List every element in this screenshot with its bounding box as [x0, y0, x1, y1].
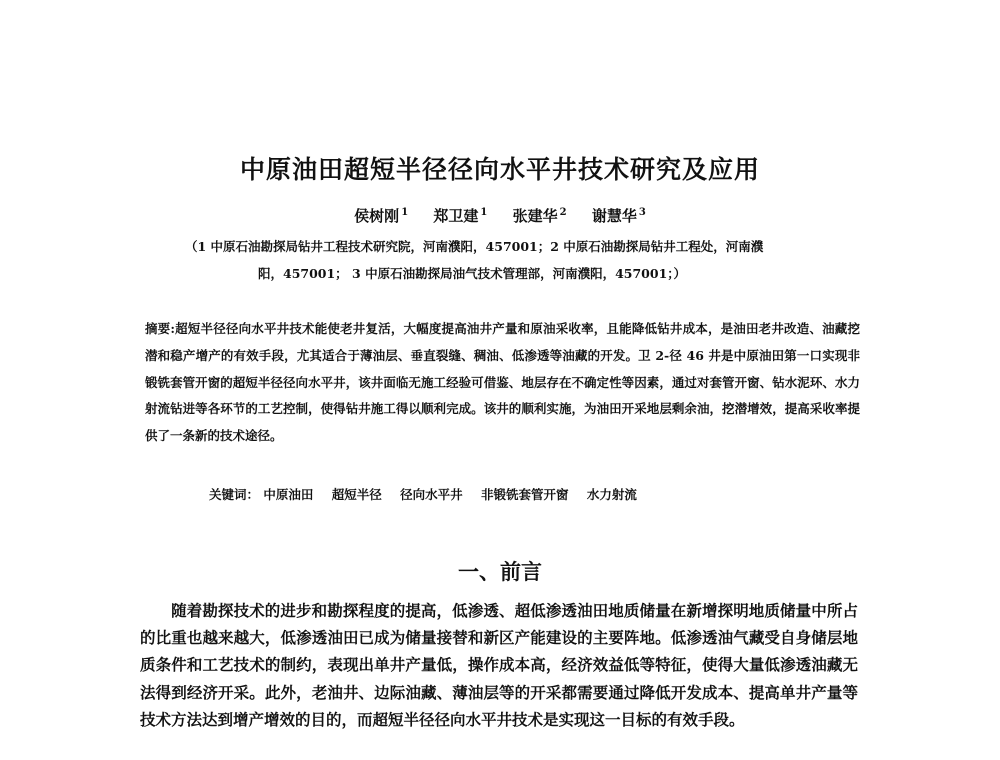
- keyword: 径向水平井: [400, 487, 463, 502]
- author-name: 郑卫建: [433, 207, 479, 225]
- affiliation-line-2: 阳，457001； 3 中原石油勘探局油气技术管理部，河南濮阳，457001；）: [258, 266, 687, 281]
- author: [592, 207, 646, 225]
- author-affiliation-mark: 2: [559, 207, 567, 218]
- affiliation-line-1: （1 中原石油勘探局钻井工程技术研究院，河南濮阳，457001；2 中原石油勘探局钻井工程处，河南濮: [185, 239, 764, 254]
- author-affiliation-mark: 1: [480, 207, 488, 218]
- keyword: 超短半径: [331, 487, 382, 502]
- author-affiliation-mark: 3: [638, 207, 646, 218]
- intro-paragraph: [140, 597, 858, 733]
- author-name: 侯树刚: [354, 207, 400, 225]
- author-name: 谢慧华: [591, 207, 637, 225]
- keywords-label: 关键词：: [209, 487, 260, 502]
- author: [354, 207, 408, 225]
- keywords: [209, 485, 859, 503]
- author: [513, 207, 567, 225]
- keyword: 非锻铣套管开窗: [481, 487, 569, 502]
- intro-text: 随着勘探技术的进步和勘探程度的提高，低渗透、超低渗透油田地质储量在新增探明地质储量中所占的比重也越来越大，低渗透油田已成为储量接替和新区产能建设的主要阵地。低渗透油气藏受自身储层地质条件和工艺技术的制约，表现出单井产量低，操作成本高，经济效益低等特征，使得大量低渗透油藏无法得到经济开采。此外，老油井、边际油藏、薄油层等的开采都需要通过降低开发成本、提高单井产量等技术方法达到增产增效的目的，而超短半径径向水平井技术是实现这一目标的有效手段。: [140, 601, 858, 729]
- section-heading: 一、前言: [458, 559, 542, 584]
- paper-title: 中原油田超短半径径向水平井技术研究及应用: [239, 155, 760, 184]
- author-affiliation-mark: 1: [401, 207, 409, 218]
- abstract: [145, 316, 860, 450]
- author-list: [0, 205, 1000, 226]
- keyword: 水力射流: [586, 487, 637, 502]
- keyword: 中原油田: [263, 487, 314, 502]
- author-name: 张建华: [512, 207, 558, 225]
- author: [433, 207, 487, 225]
- abstract-label: 摘要:: [145, 321, 175, 336]
- abstract-text: 超短半径径向水平井技术能使老井复活，大幅度提高油井产量和原油采收率，且能降低钻井成本，是油田老井改造、油藏挖潜和稳产增产的有效手段，尤其适合于薄油层、垂直裂缝、稠油、低渗透等油藏的开发。卫 2-径 46 井是中原油田第一口实现非锻铣套管开窗的超短半径径向水平井，该井面临无施工经验可借鉴、地层存在不确定性等因素，通过对套管开窗、钻水泥环、水力射流钻进等各环节的工艺控制，使得钻井施工得以顺利完成。该井的顺利实施，为油田开采地层剩余油，挖潜增效，提高采收率提供了一条新的技术途径。: [145, 321, 860, 444]
